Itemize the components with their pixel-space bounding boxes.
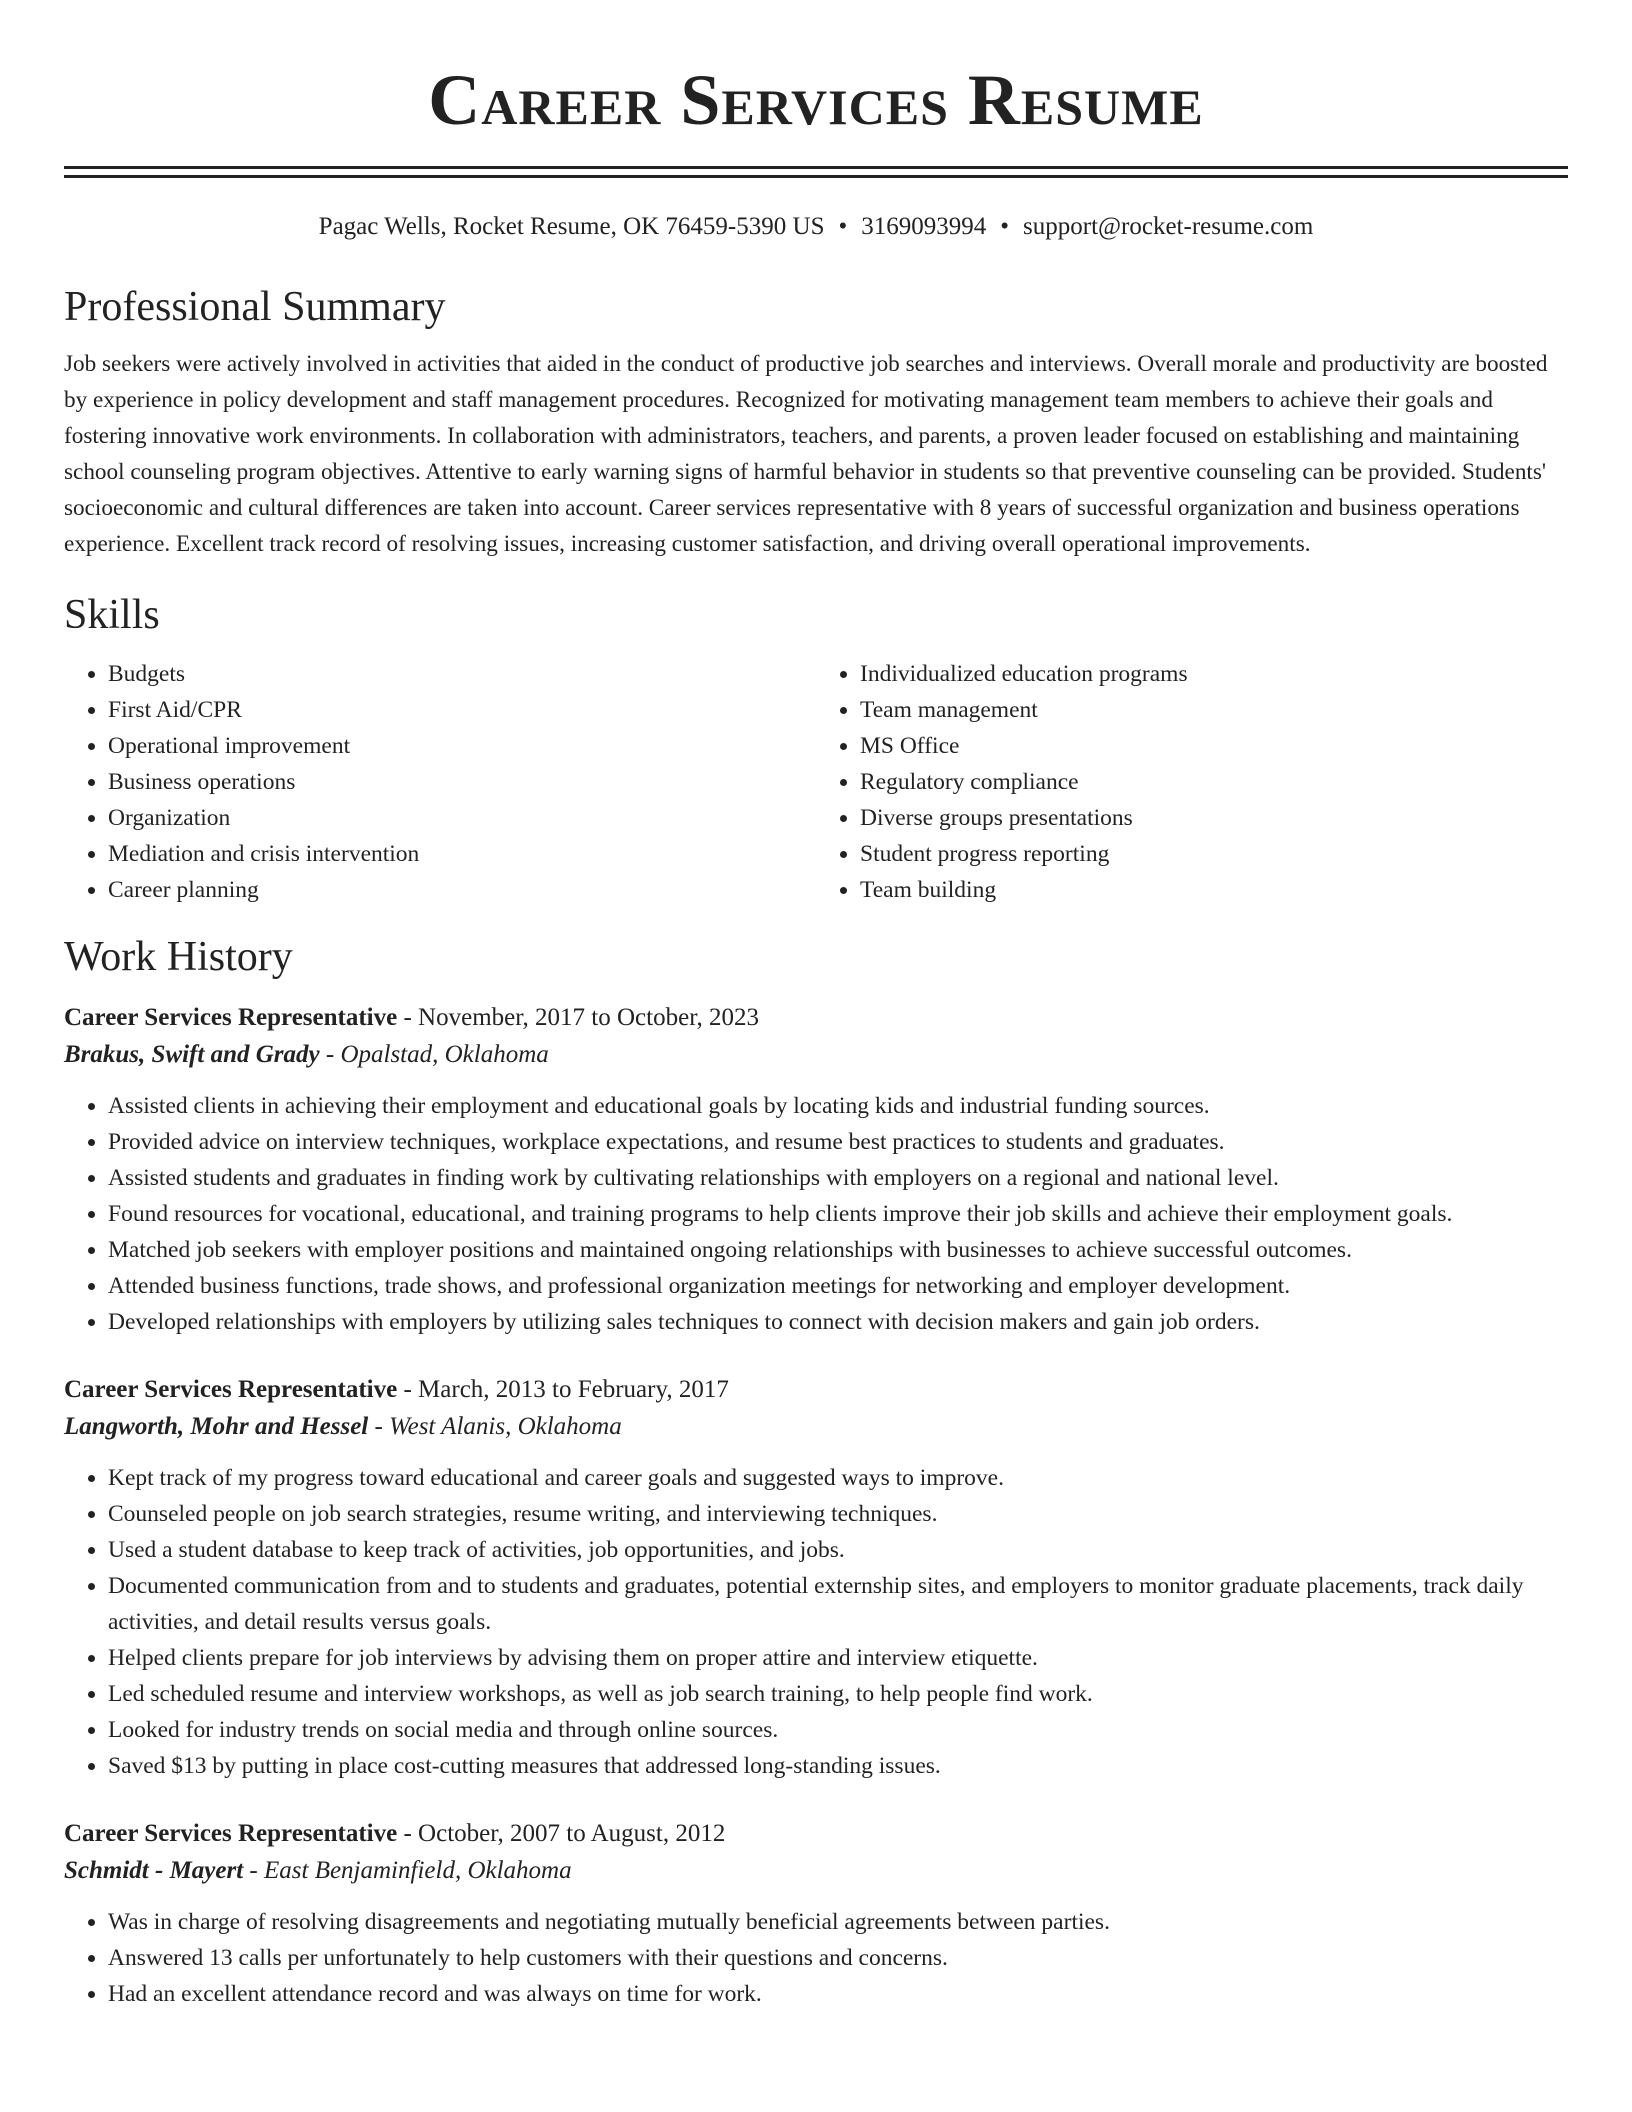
job-title-line [64,1000,1568,1036]
skill-item: • Operational improvement [108,728,816,764]
contact-phone: 3169093994 [861,213,987,240]
skill-item: • Mediation and crisis intervention [108,836,816,872]
job-bullet: • Helped clients prepare for job interviews by advising them on proper attire and interview etiquette. [108,1640,1568,1676]
job-bullet: • Matched job seekers with employer positions and maintained ongoing relationships with businesses to achieve successful outcomes. [108,1232,1568,1268]
summary-text: Job seekers were actively involved in activities that aided in the conduct of productive job searches and interviews. Overall morale and productivity are boosted by experience in policy development and staff management procedures. Recognized for motivating management team members to achieve their goals and fostering innovative work environments. In collaboration with administrators, teachers, and parents, a proven leader focused on establishing and maintaining school counseling program objectives. Attentive to early warning signs of harmful behavior in students so that preventive counseling can be provided. Students' socioeconomic and cultural differences are taken into account. Career services representative with 8 years of successful organization and business operations experience. Excellent track record of resolving issues, increasing customer satisfaction, and driving overall operational improvements. [64,351,1548,557]
title-divider-bottom [64,175,1568,178]
job-bullets [64,1088,1568,1340]
job-dates: - March, 2013 to February, 2017 [397,1376,729,1403]
job-company-line [64,1852,1568,1890]
job-title-line [64,1816,1568,1852]
job-bullet: • Was in charge of resolving disagreements and negotiating mutually beneficial agreements between parties. [108,1904,1568,1940]
job-role: Career Services Representative [64,1004,398,1031]
job-bullet: • Assisted students and graduates in finding work by cultivating relationships with employers on a regional and national level. [108,1160,1568,1196]
skill-item: • Business operations [108,764,816,800]
work-history-heading: Work History [64,934,293,980]
job-bullet: • Attended business functions, trade shows, and professional organization meetings for networking and employer development. [108,1268,1568,1304]
job-dates: - November, 2017 to October, 2023 [397,1004,760,1031]
job-bullet: • Found resources for vocational, educational, and training programs to help clients improve their job skills and achieve their employment goals. [108,1196,1568,1232]
job-company-line [64,1408,1568,1446]
contact-separator: • [838,213,848,240]
skills-columns [64,656,1568,908]
job-bullet: • Used a student database to keep track of activities, job opportunities, and jobs. [108,1532,1568,1568]
job-company: Schmidt - Mayert [64,1857,244,1884]
skills-list-left [64,656,816,908]
contact-separator: • [1000,213,1010,240]
skill-item: • Team management [860,692,1568,728]
skill-item: • Student progress reporting [860,836,1568,872]
job-bullet: • Assisted clients in achieving their employment and educational goals by locating kids and industrial funding sources. [108,1088,1568,1124]
job-bullet: • Answered 13 calls per unfortunately to help customers with their questions and concerns. [108,1940,1568,1976]
job-bullet: • Developed relationships with employers by utilizing sales techniques to connect with decision makers and gain job orders. [108,1304,1568,1340]
contact-line [64,212,1568,242]
job-entry [64,1000,1568,1340]
job-location: - West Alanis, Oklahoma [368,1413,622,1440]
skills-heading: Skills [64,592,160,638]
job-role: Career Services Representative [64,1820,398,1847]
job-dates: - October, 2007 to August, 2012 [397,1820,726,1847]
skill-item: • Budgets [108,656,816,692]
job-role: Career Services Representative [64,1376,398,1403]
job-bullet: • Looked for industry trends on social media and through online sources. [108,1712,1568,1748]
job-company: Brakus, Swift and Grady [64,1041,320,1068]
job-entry [64,1816,1568,2012]
job-company-line [64,1036,1568,1074]
job-location: - Opalstad, Oklahoma [319,1041,549,1068]
contact-address: Pagac Wells, Rocket Resume, OK 76459-5390 US [318,213,825,240]
job-bullet: • Led scheduled resume and interview workshops, as well as job search training, to help people find work. [108,1676,1568,1712]
skill-item: • Career planning [108,872,816,908]
title-divider-top [64,166,1568,169]
summary-heading: Professional Summary [64,284,446,330]
resume-title: Career Services Resume [428,60,1204,140]
job-location: - East Benjaminfield, Oklahoma [243,1857,572,1884]
skill-item: • Diverse groups presentations [860,800,1568,836]
job-bullet: • Provided advice on interview techniques, workplace expectations, and resume best practices to students and graduates. [108,1124,1568,1160]
job-bullets [64,1904,1568,2012]
job-entry [64,1372,1568,1784]
skills-list-right [816,656,1568,908]
skill-item: • Organization [108,800,816,836]
skill-item: • MS Office [860,728,1568,764]
skill-item: • Individualized education programs [860,656,1568,692]
job-company: Langworth, Mohr and Hessel [64,1413,369,1440]
job-title-line [64,1372,1568,1408]
contact-email: support@rocket-resume.com [1023,213,1314,240]
job-bullet: • Counseled people on job search strategies, resume writing, and interviewing techniques. [108,1496,1568,1532]
skill-item: • Regulatory compliance [860,764,1568,800]
job-bullet: • Saved $13 by putting in place cost-cutting measures that addressed long-standing issues. [108,1748,1568,1784]
job-bullets [64,1460,1568,1784]
job-bullet: • Had an excellent attendance record and was always on time for work. [108,1976,1568,2012]
job-bullet: • Kept track of my progress toward educational and career goals and suggested ways to improve. [108,1460,1568,1496]
job-bullet: • Documented communication from and to students and graduates, potential externship sites, and employers to monitor graduate placements, track daily activities, and detail results versus goals. [108,1568,1568,1640]
skill-item: • Team building [860,872,1568,908]
skill-item: • First Aid/CPR [108,692,816,728]
